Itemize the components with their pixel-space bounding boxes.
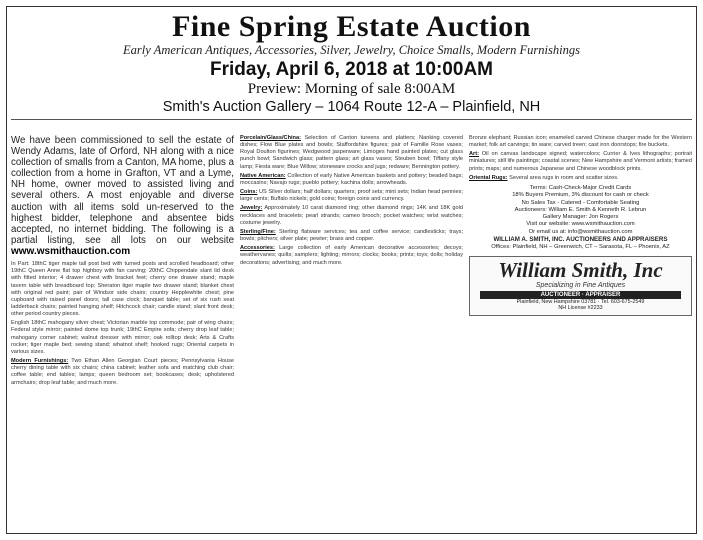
furniture-paragraph-2: English 18thC mahogany silver chest; Victorian marble top commode; pair of wing chairs; Federal style mirror; painted dome top trunk; 19thC Empire sofa; cherry drop leaf table; mahogany corner cabinet; walnut dresser with mirror; oak rolltop desk; Arts & Crafts rocker; tiger maple bed; sewing stand; whatnot shelf; hooked rugs; Oriental carpets in various sizes. <box>11 320 234 355</box>
section-label: Accessories: <box>240 245 275 252</box>
section-label: Native American: <box>240 172 286 179</box>
section-label: Coins: <box>240 189 258 196</box>
preview-time: Preview: Morning of sale 8:00AM <box>247 81 456 97</box>
section-text: Several area rugs in room and scatter sizes. <box>509 174 619 181</box>
section-label: Sterling/Fine: <box>240 228 276 235</box>
header-divider <box>11 119 692 120</box>
accessories-continued: Bronze elephant; Russian icon; enameled carved Chinese charger made for the Western market; folk art carvings; tin ware; carved treen; cast iron doorstops; fire buckets. <box>469 135 692 149</box>
logo-tagline: Specializing in Fine Antiques <box>535 281 626 289</box>
section-label: Oriental Rugs: <box>469 174 508 181</box>
section-text: Large collection of early American decorative accessories; decoys; weathervanes; quilts; samplers; lighting; mirrors; clocks; books; prints; toys; dolls; holiday decorations; advertising; and much more. <box>240 245 463 266</box>
jewelry-section <box>240 205 463 226</box>
section-text: Oil on canvas landscape signed; watercolors; Currier & Ives lithographs; portrait miniatures; still life paintings; coastal scenes; New Hampshire and Vermont artists; framed prints; maps; and numerous Japanese and Chinese woodblock prints. <box>469 151 692 172</box>
offices-line: Offices: Plainfield, NH – Greenwich, CT – Sarasota, FL – Phoenix, AZ <box>491 244 670 251</box>
no-sales-tax-line: No Sales Tax - Catered - Comfortable Seating <box>521 199 640 206</box>
section-label: Modern Furnishings: <box>11 358 69 365</box>
section-text: US Silver dollars; half dollars; quarters; proof sets; mint sets; Indian head pennies; large cents; Buffalo nickels; gold coins; foreign coins and currency. <box>240 189 463 203</box>
section-label: Jewelry: <box>240 205 263 212</box>
terms-block <box>469 185 692 252</box>
terms-line: Terms: Cash-Check-Major Credit Cards <box>529 184 632 191</box>
website-line[interactable]: Visit our website: www.wsmithauction.com <box>526 221 635 228</box>
intro-text: We have been commissioned to sell the estate of Wendy Adams, late of Orford, NH along with a nice collection of smalls from a Canton, MA home, plus a collection from a home in Grafton, VT and a Lyme, NH home, owner moved to assisted living and several others. A most enjoyable and diverse auction with all items sold un-reserved to the highest bidder, telephone and absentee bids accepted, no internet bidding. The following is a partial listing, see all lots on our website <box>11 135 234 246</box>
website-link[interactable]: www.wsmithauction.com <box>11 245 131 257</box>
section-label: Art: <box>469 151 479 158</box>
logo-license: NH License #2233 <box>558 305 603 312</box>
section-text: Selection of Canton tureens and platters; Nanking covered dishes; Flow Blue plates and bowls; Staffordshire figures; pair of Famille Rose vases; Royal Doulton figurines; Wedgwood jasperware; Limoges hand painted plates; cut glass punch bowl; Sandwich glass; pattern glass; art glass vases; Steuben bowl; Tiffany style lamp; Fiesta ware; Blue Willow; stoneware crocks and jugs; redware; Bennington pottery. <box>240 135 463 170</box>
section-text: Two Ethan Allen Georgian Court pieces; Pennsylvania House cherry dining table with six chairs; china cabinet; leather sofa and matching club chair; coffee table; end tables; lamps; queen bedroom set; bookcases; desk; upholstered armchairs; drop leaf table; and much more. <box>11 358 234 386</box>
ad-columns <box>11 135 692 529</box>
column-left <box>11 135 234 529</box>
furniture-paragraph: In Part: 18thC tiger maple tall post bed with turned posts and scrolled headboard; other 19thC Queen Anne flat top highboy with fan carving; 20thC Chippendale slant lid desk with fitted interior; 4 drawer chest with bracket feet; cherry one drawer stand; maple tavern table with breadboard top; Sheraton tiger maple two drawer stand; blanket chest with original red paint; pair of Windsor side chairs; country Hepplewhite chest; pine cupboard with raised panel doors; tall case clock; banquet table; set of six rush seat ladderback chairs; painted hanging shelf; Hitchcock chair; candle stand; slant front desk; other period country pieces. <box>11 261 234 318</box>
logo-address: Plainfield, New Hampshire 03781 · Tel. 603-675-2549 <box>516 298 645 305</box>
company-logo <box>469 256 692 316</box>
intro-paragraph <box>11 135 234 257</box>
premium-line: 18% Buyers Premium, 3% discount for cash or check <box>512 192 649 199</box>
logo-bar: AUCTIONEER · APPRAISER <box>480 291 681 299</box>
section-text: Approximately 10 carat diamond ring; other diamond rings; 14K and 18K gold necklaces and bracelets; pearl strands; cameo brooch; pocket watches; wrist watches; costume jewelry. <box>240 205 463 226</box>
ad-title: Fine Spring Estate Auction <box>172 10 531 43</box>
auction-ad <box>6 6 697 534</box>
oriental-rugs-section <box>469 175 692 182</box>
section-label: Porcelain/Glass/China: <box>240 135 301 141</box>
porcelain-section <box>240 135 463 171</box>
column-middle <box>240 135 463 529</box>
firm-name: WILLIAM A. SMITH, INC. AUCTIONEERS AND APPRAISERS <box>493 236 668 244</box>
gallery-address: Smith's Auction Gallery – 1064 Route 12-A – Plainfield, NH <box>162 99 541 115</box>
section-text: Sterling flatware services; tea and coffee service; candlesticks; trays; bowls; pitchers; silver plate; pewter; brass and copper. <box>240 228 463 243</box>
coins-section <box>240 189 463 203</box>
native-american-section <box>240 173 463 187</box>
auction-date: Friday, April 6, 2018 at 10:00AM <box>209 59 493 80</box>
ad-subtitle: Early American Antiques, Accessories, Silver, Jewelry, Choice Smalls, Modern Furnishings <box>123 43 580 57</box>
auctioneers-line: Auctioneers: William E. Smith & Kenneth R. Lebrun <box>514 206 647 213</box>
logo-name: William Smith, Inc <box>498 257 663 282</box>
gallery-manager-line: Gallery Manager: Jon Rogers <box>542 214 619 221</box>
email-line[interactable]: Or email us at: info@wsmithauction.com <box>528 228 633 235</box>
art-section <box>469 151 692 172</box>
accessories-section <box>240 245 463 266</box>
column-right <box>469 135 692 529</box>
sterling-section <box>240 229 463 243</box>
modern-furnishings-section <box>11 358 234 387</box>
section-text: Collection of early Native American baskets and pottery; beaded bags; moccasins; Navajo rugs; pueblo pottery; kachina dolls; arrowheads. <box>240 172 463 186</box>
ad-header <box>7 11 696 120</box>
